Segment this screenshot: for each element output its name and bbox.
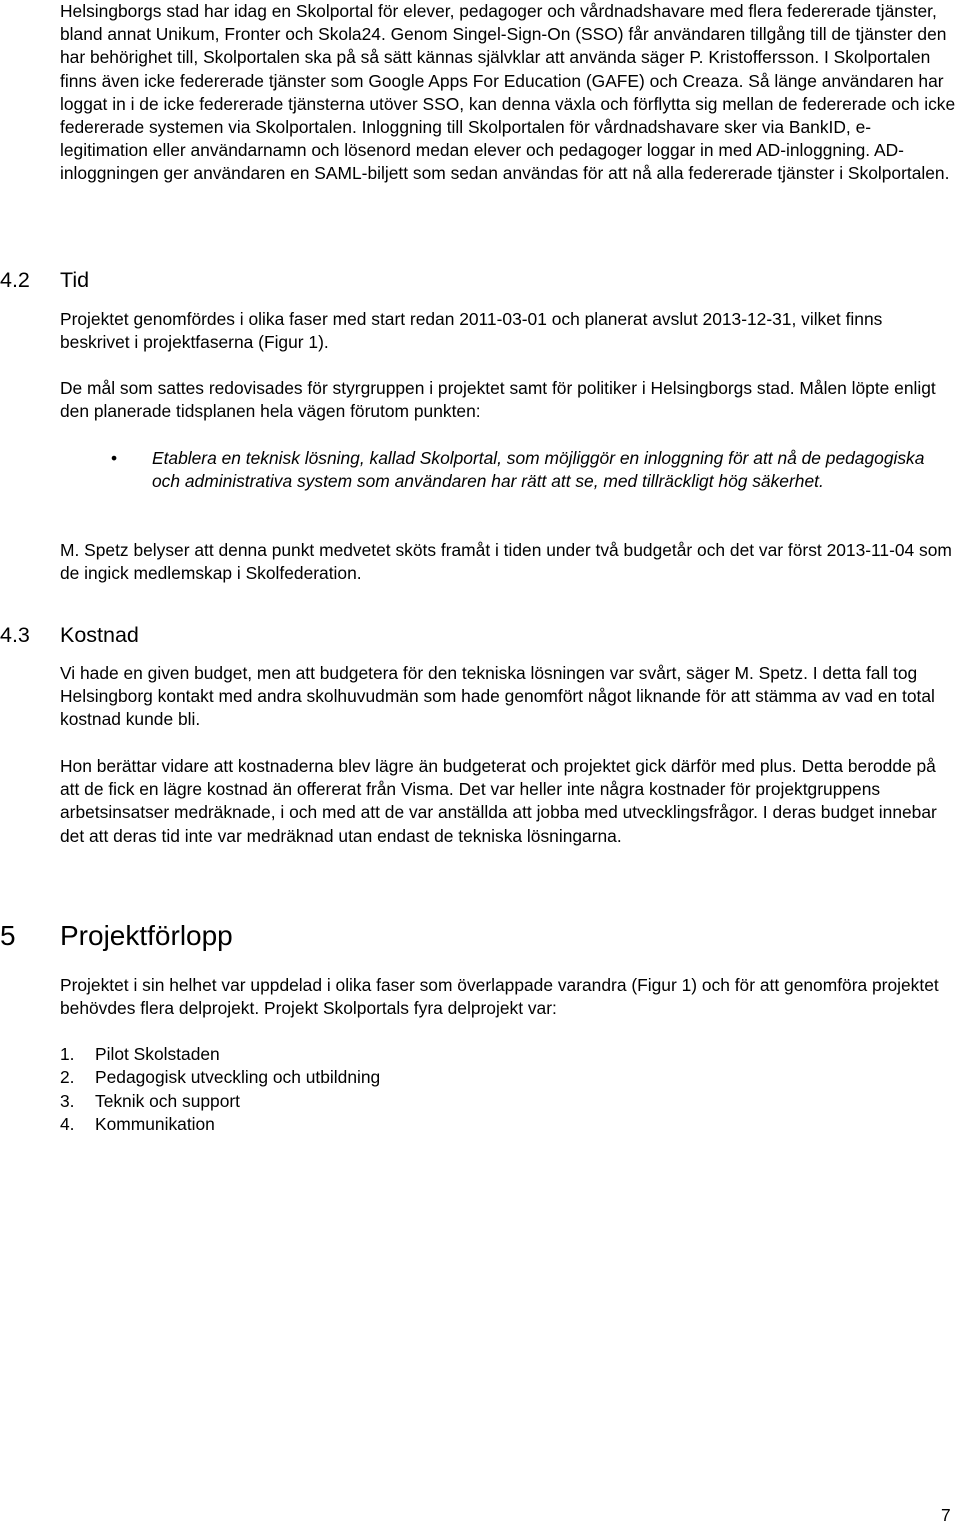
section-5-number: 5 <box>0 920 16 951</box>
section-4-2-paragraph-2: De mål som sattes redovisades för styrgruppen i projektet samt för politiker i Helsingborgs stad. Målen löpte enligt den planerade tidsplanen hela vägen förutom punkten: <box>60 378 936 422</box>
section-4-2-paragraph-1: Projektet genomfördes i olika faser med start redan 2011-03-01 och planerat avslut 2013-12-31, vilket finns beskrivet i projektfaserna (Figur 1). <box>60 309 883 353</box>
bullet-item: Etablera en teknisk lösning, kallad Skolportal, som möjliggör en inloggning för att nå de pedagogiska och administrativa system som användaren har rätt att se, med tillräckligt hög säkerhet. <box>152 448 925 492</box>
section-4-3-paragraph-1: Vi hade en given budget, men att budgetera för den tekniska lösningen var svårt, säger M. Spetz. I detta fall tog Helsingborg kontakt med andra skolhuvudmän som hade genomfört något liknande för att stämma av vad en total kostnad kunde bli. <box>60 663 935 730</box>
subproject-list <box>60 1043 380 1136</box>
section-4-3-number: 4.3 <box>0 623 30 647</box>
section-4-3-paragraph-2: Hon berättar vidare att kostnaderna blev lägre än budgeterat och projektet gick därför med plus. Detta berodde på att de fick en lägre kostnad än offererat från Visma. Det var heller inte några kostnader för projektgruppens arbetsinsatser medräknade, i och med att de var anställda att jobba med utvecklingsfrågor. I deras budget innebar det att deras tid inte var medräknad utan endast de tekniska lösningarna. <box>60 756 937 846</box>
section-5-paragraph-1: Projektet i sin helhet var uppdelad i olika faser som överlappade varandra (Figur 1) och för att genomföra projektet behövdes flera delprojekt. Projekt Skolportals fyra delprojekt var: <box>60 975 939 1019</box>
page-number: 7 <box>941 1505 951 1525</box>
section-4-3-title: Kostnad <box>60 623 139 647</box>
intro-paragraph: Helsingborgs stad har idag en Skolportal för elever, pedagoger och vårdnadshavare med flera federerade tjänster, bland annat Unikum, Fronter och Skola24. Genom Singel-Sign-On (SSO) får användaren tillgång till de tjänster den har behörighet till, Skolportalen ska på så sätt kännas självklar att använda säger P. Kristoffersson. I Skolportalen finns även icke federerade tjänster som Google Apps For Education (GAFE) och Creaza. Så länge användaren har loggat in i de icke federerade tjänsterna utöver SSO, kan denna växla och förflytta sig mellan de federerade och icke federerade systemen via Skolportalen. Inloggning till Skolportalen för vårdnadshavare sker via BankID, e-legitimation eller användarnamn och lösenord medan elever och pedagoger loggar in med AD-inloggning. AD-inloggningen ger användaren en SAML-biljett som sedan användas för att nå alla federerade tjänster i Skolportalen. <box>60 1 956 184</box>
bullet-icon: • <box>111 448 118 468</box>
section-4-2-title: Tid <box>60 268 90 292</box>
section-4-2-paragraph-3: M. Spetz belyser att denna punkt medvetet sköts framåt i tiden under två budgetår och det var först 2013-11-04 som de ingick medlemskap i Skolfederation. <box>60 540 952 584</box>
section-4-2-number: 4.2 <box>0 268 30 292</box>
list-item: 4. Kommunikation <box>60 1113 215 1134</box>
list-item: 3. Teknik och support <box>60 1090 241 1111</box>
list-item: 1. Pilot Skolstaden <box>60 1044 220 1064</box>
list-item: 2. Pedagogisk utveckling och utbildning <box>60 1067 381 1088</box>
section-5-title: Projektförlopp <box>60 920 233 951</box>
